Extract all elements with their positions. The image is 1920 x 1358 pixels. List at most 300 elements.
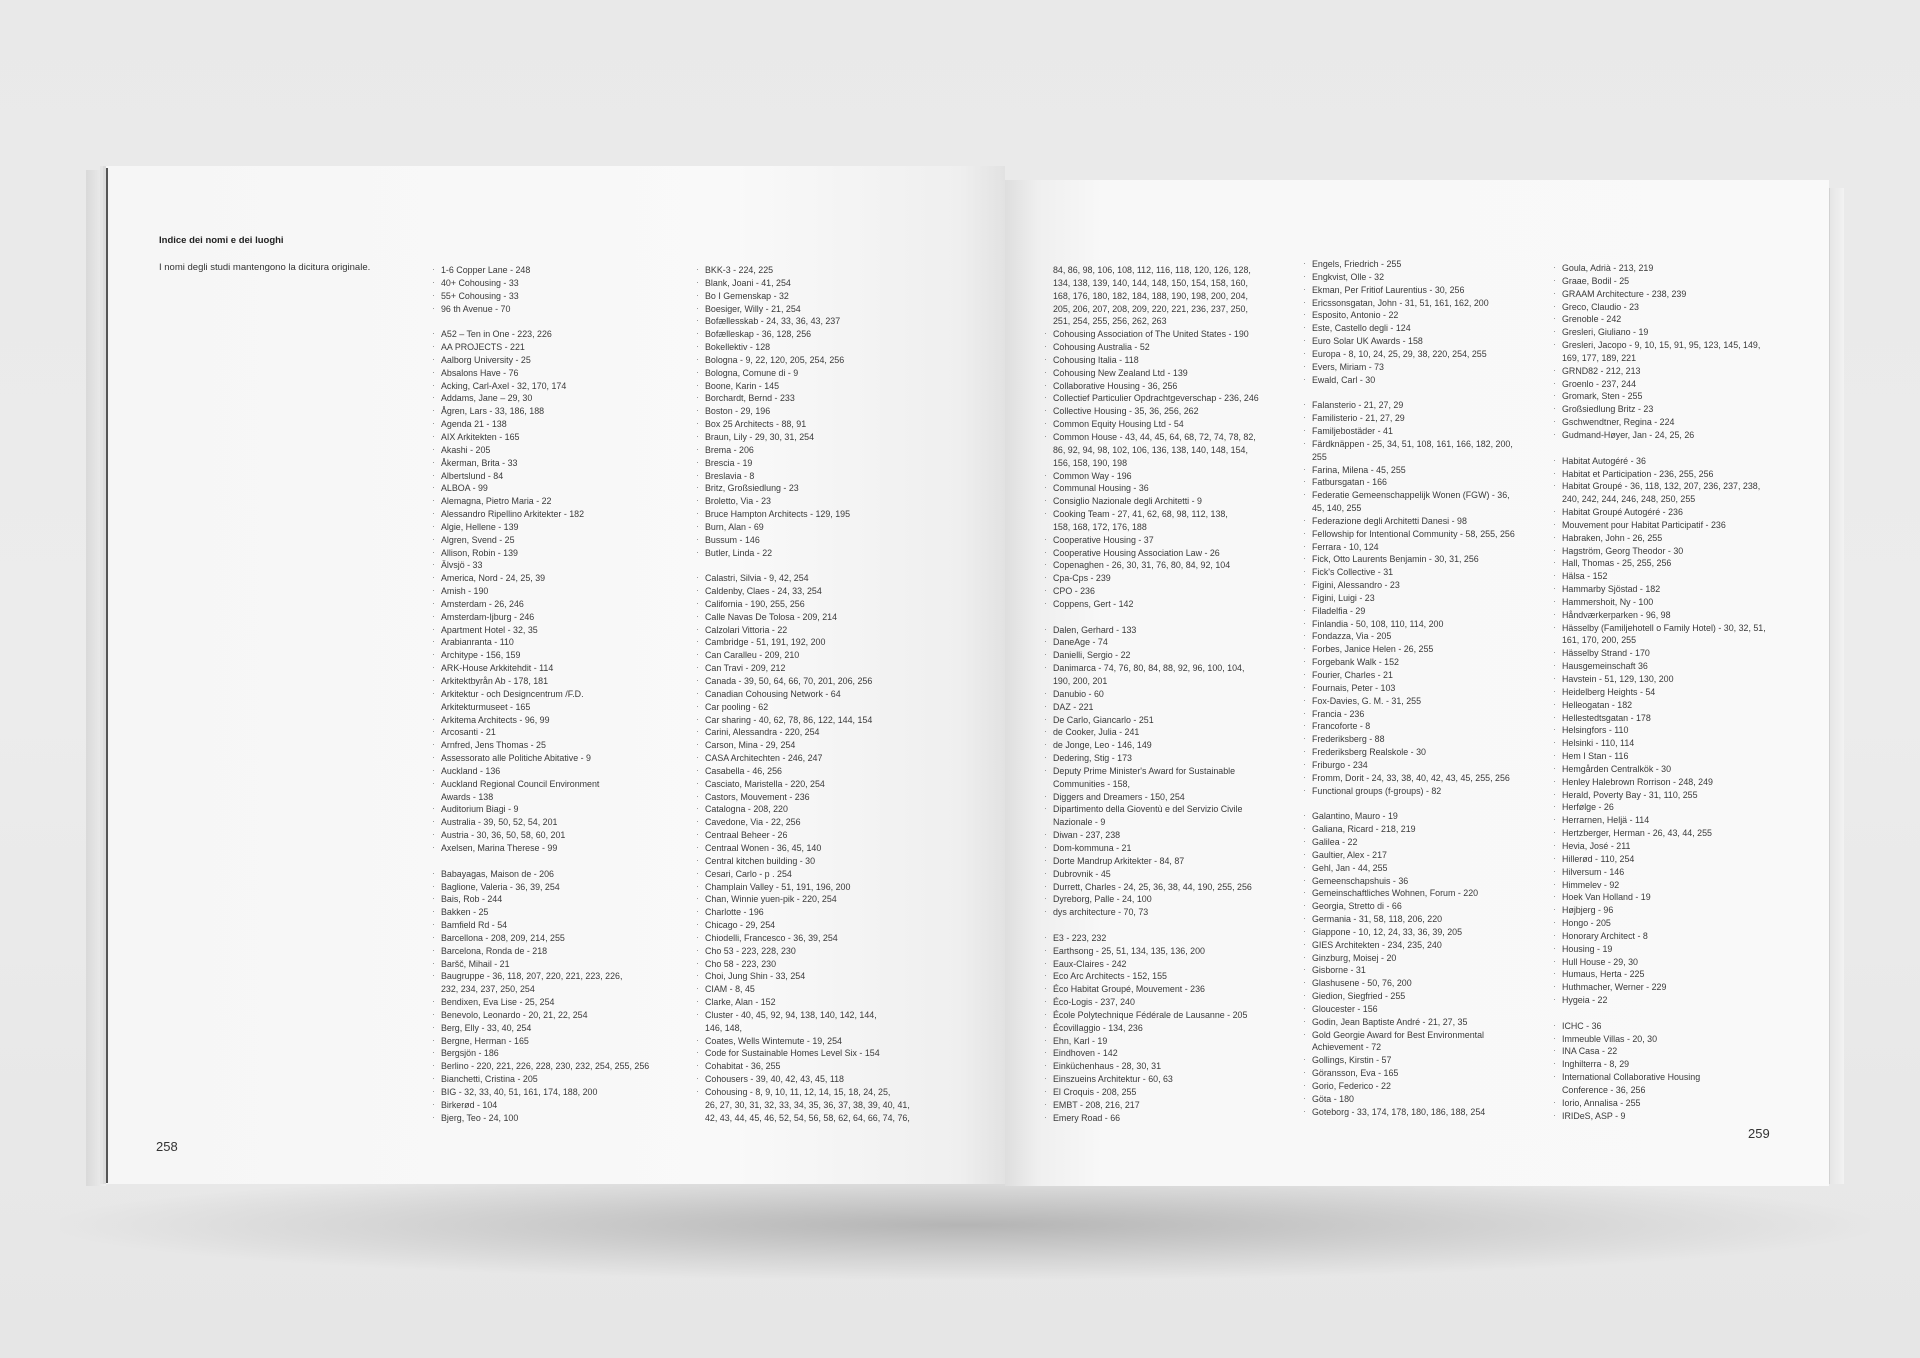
index-section-gap — [696, 559, 910, 572]
index-entry-continuation: Conference - 36, 256 — [1562, 1085, 1646, 1095]
index-entry: · Galantino, Mauro - 19 — [1303, 810, 1515, 823]
index-entry: · Coates, Wells Wintemute - 19, 254 — [696, 1035, 910, 1048]
index-entry: · Hässelby (Familjehotell o Family Hotel) - 30, 32, 51, — [1553, 622, 1766, 635]
index-entry: · Greco, Claudio - 23 — [1553, 301, 1766, 314]
index-entry: · Algren, Svend - 25 — [432, 534, 649, 547]
index-entry: · Coppens, Gert - 142 — [1044, 598, 1259, 611]
index-entry: · Habraken, John - 26, 255 — [1553, 532, 1766, 545]
index-entry: · Dubrovnik - 45 — [1044, 868, 1259, 881]
index-entry: · Goteborg - 33, 174, 178, 180, 186, 188, 254 — [1303, 1106, 1515, 1119]
index-entry: · de Jonge, Leo - 146, 149 — [1044, 739, 1259, 752]
index-entry: · Auckland - 136 — [432, 765, 649, 778]
index-entry: · Calzolari Vittoria - 22 — [696, 624, 910, 637]
index-entry: · Amsterdam-Ijburg - 246 — [432, 611, 649, 624]
index-section-gap — [432, 855, 649, 868]
index-entry: · Hull House - 29, 30 — [1553, 956, 1766, 969]
index-entry: · International Collaborative Housing — [1553, 1071, 1766, 1084]
index-entry: · Acking, Carl-Axel - 32, 170, 174 — [432, 380, 649, 393]
index-entry: · Gisborne - 31 — [1303, 964, 1515, 977]
index-entry: · Assessorato alle Politiche Abitative - 9 — [432, 752, 649, 765]
index-entry: · ALBOA - 99 — [432, 482, 649, 495]
index-entry: · Galilea - 22 — [1303, 836, 1515, 849]
index-entry: · Esposito, Antonio - 22 — [1303, 309, 1515, 322]
index-column-2 — [696, 264, 910, 1125]
index-entry: · Habitat Groupé - 36, 118, 132, 207, 236, 237, 238, — [1553, 480, 1766, 493]
index-entry: · Carini, Alessandra - 220, 254 — [696, 726, 910, 739]
left-page-stack-edge — [86, 170, 106, 1186]
index-entry: · Cohabitat - 36, 255 — [696, 1060, 910, 1073]
index-entry: · Bendixen, Eva Lise - 25, 254 — [432, 996, 649, 1009]
index-entry: · Arkitema Architects - 96, 99 — [432, 714, 649, 727]
index-entry: · AA PROJECTS - 221 — [432, 341, 649, 354]
index-entry: · Casabella - 46, 256 — [696, 765, 910, 778]
index-entry-continuation: 251, 254, 255, 256, 262, 263 — [1053, 316, 1167, 327]
index-entry: · Amsterdam - 26, 246 — [432, 598, 649, 611]
index-entry: · Bussum - 146 — [696, 534, 910, 547]
index-subtitle: I nomi degli studi mantengono la dicitura originale. — [159, 262, 371, 273]
index-entry: · Algie, Hellene - 139 — [432, 521, 649, 534]
index-entry: · Blank, Joani - 41, 254 — [696, 277, 910, 290]
index-entry: · Europa - 8, 10, 24, 25, 29, 38, 220, 254, 255 — [1303, 348, 1515, 361]
index-entry: · Central kitchen building - 30 — [696, 855, 910, 868]
index-entry: · Architype - 156, 159 — [432, 649, 649, 662]
index-entry: · Aalborg University - 25 — [432, 354, 649, 367]
index-entry: · Babayagas, Maison de - 206 — [432, 868, 649, 881]
index-entry: · Allison, Robin - 139 — [432, 547, 649, 560]
index-entry: · Boston - 29, 196 — [696, 405, 910, 418]
index-entry: · Casciato, Maristella - 220, 254 — [696, 778, 910, 791]
index-entry: · Bruce Hampton Architects - 129, 195 — [696, 508, 910, 521]
index-entry: · GIES Architekten - 234, 235, 240 — [1303, 939, 1515, 952]
index-entry: · Ericssonsgatan, John - 31, 51, 161, 162, 200 — [1303, 297, 1515, 310]
index-entry: · Arnfred, Jens Thomas - 25 — [432, 739, 649, 752]
index-entry: · Chicago - 29, 254 — [696, 919, 910, 932]
index-section-gap — [1553, 442, 1766, 455]
index-section-gap — [432, 315, 649, 328]
index-entry: · Akashi - 205 — [432, 444, 649, 457]
index-entry: · Francoforte - 8 — [1303, 720, 1515, 733]
index-section-gap — [1044, 611, 1259, 624]
index-entry: · El Croquis - 208, 255 — [1044, 1086, 1259, 1099]
index-entry: · Bergsjön - 186 — [432, 1047, 649, 1060]
index-entry: · Giappone - 10, 12, 24, 33, 36, 39, 205 — [1303, 926, 1515, 939]
index-entry: · E3 - 223, 232 — [1044, 932, 1259, 945]
book-shadow — [60, 1170, 1870, 1280]
index-entry: · Helleogatan - 182 — [1553, 699, 1766, 712]
index-entry: · Familjebostäder - 41 — [1303, 425, 1515, 438]
index-entry-continuation: Nazionale - 9 — [1053, 817, 1106, 828]
index-entry: · Centraal Beheer - 26 — [696, 829, 910, 842]
index-entry: · Auckland Regional Council Environment — [432, 778, 649, 791]
index-entry: · Gehl, Jan - 44, 255 — [1303, 862, 1515, 875]
index-entry: · Addams, Jane – 29, 30 — [432, 392, 649, 405]
index-entry: · Engels, Friedrich - 255 — [1303, 258, 1515, 271]
index-entry: · Calle Navas De Tolosa - 209, 214 — [696, 611, 910, 624]
index-entry: · Immeuble Villas - 20, 30 — [1553, 1033, 1766, 1046]
index-entry: · Gorio, Federico - 22 — [1303, 1080, 1515, 1093]
index-entry: · Baugruppe - 36, 118, 207, 220, 221, 223, 226, — [432, 970, 649, 983]
index-entry: · Cambridge - 51, 191, 192, 200 — [696, 636, 910, 649]
index-entry: · Arkitektbyrån Ab - 178, 181 — [432, 675, 649, 688]
index-entry: · Højbjerg - 96 — [1553, 904, 1766, 917]
index-entry-continuation: 205, 206, 207, 208, 209, 220, 221, 236, 237, 250, — [1053, 303, 1248, 314]
index-entry: · BKK-3 - 224, 225 — [696, 264, 910, 277]
index-entry: · Hausgemeinschaft 36 — [1553, 660, 1766, 673]
index-entry-continuation: Communities - 158, — [1053, 778, 1130, 789]
index-entry: · Cho 53 - 223, 228, 230 — [696, 945, 910, 958]
index-entry: · Federazione degli Architetti Danesi - 98 — [1303, 515, 1515, 528]
index-entry: · Cohousers - 39, 40, 42, 43, 45, 118 — [696, 1073, 910, 1086]
index-entry: · CASA Architechten - 246, 247 — [696, 752, 910, 765]
index-entry: · Germania - 31, 58, 118, 206, 220 — [1303, 913, 1515, 926]
index-entry: · Auditorium Biagi - 9 — [432, 803, 649, 816]
index-entry: · Functional groups (f-groups) - 82 — [1303, 785, 1515, 798]
index-entry: · Absalons Have - 76 — [432, 367, 649, 380]
index-entry: · Éco Habitat Groupé, Mouvement - 236 — [1044, 983, 1259, 996]
index-entry: · Broletto, Via - 23 — [696, 495, 910, 508]
index-entry: · Cohousing Australia - 52 — [1044, 341, 1259, 354]
index-entry: · Figini, Luigi - 23 — [1303, 592, 1515, 605]
index-entry: · 40+ Cohousing - 33 — [432, 277, 649, 290]
index-entry: · Danielli, Sergio - 22 — [1044, 649, 1259, 662]
index-entry: · Henley Halebrown Rorrison - 248, 249 — [1553, 776, 1766, 789]
index-entry: · Älvsjö - 33 — [432, 559, 649, 572]
index-entry: · Fellowship for Intentional Community - 58, 255, 256 — [1303, 528, 1515, 541]
index-entry: · CIAM - 8, 45 — [696, 983, 910, 996]
index-entry: · Braun, Lily - 29, 30, 31, 254 — [696, 431, 910, 444]
index-entry: · Eco Arc Architects - 152, 155 — [1044, 970, 1259, 983]
index-entry: · Bologna, Comune di - 9 — [696, 367, 910, 380]
index-entry: · 55+ Cohousing - 33 — [432, 290, 649, 303]
index-entry: · Can Travi - 209, 212 — [696, 662, 910, 675]
index-entry: · Graae, Bodil - 25 — [1553, 275, 1766, 288]
index-entry: · Dyreborg, Palle - 24, 100 — [1044, 893, 1259, 906]
index-entry: · Giedion, Siegfried - 255 — [1303, 990, 1515, 1003]
index-entry: · Baglione, Valeria - 36, 39, 254 — [432, 881, 649, 894]
index-entry: · Heidelberg Heights - 54 — [1553, 686, 1766, 699]
index-entry: · Håndværkerparken - 96, 98 — [1553, 609, 1766, 622]
index-entry: · Cohousing New Zealand Ltd - 139 — [1044, 367, 1259, 380]
index-entry: · Färdknäppen - 25, 34, 51, 108, 161, 166, 182, 200, — [1303, 438, 1515, 451]
index-entry: · Emery Road - 66 — [1044, 1112, 1259, 1125]
index-entry: · Bologna - 9, 22, 120, 205, 254, 256 — [696, 354, 910, 367]
index-entry: · Figini, Alessandro - 23 — [1303, 579, 1515, 592]
index-entry: · Hygeia - 22 — [1553, 994, 1766, 1007]
index-entry: · Dalen, Gerhard - 133 — [1044, 624, 1259, 637]
index-entry: · Dorte Mandrup Arkitekter - 84, 87 — [1044, 855, 1259, 868]
index-entry: · Hässelby Strand - 170 — [1553, 647, 1766, 660]
index-entry: · Choi, Jung Shin - 33, 254 — [696, 970, 910, 983]
index-entry-continuation: 134, 138, 139, 140, 144, 148, 150, 154, 158, 160, — [1053, 277, 1248, 288]
index-entry: · Cohousing Association of The United States - 190 — [1044, 328, 1259, 341]
index-entry-continuation: 84, 86, 98, 106, 108, 112, 116, 118, 120, 126, 128, — [1053, 265, 1251, 275]
index-entry: · Francia - 236 — [1303, 708, 1515, 721]
index-entry: · Hagström, Georg Theodor - 30 — [1553, 545, 1766, 558]
index-entry: · Earthsong - 25, 51, 134, 135, 136, 200 — [1044, 945, 1259, 958]
index-entry: · Housing - 19 — [1553, 943, 1766, 956]
index-section-gap — [1553, 1007, 1766, 1020]
index-entry: · Bianchetti, Cristina - 205 — [432, 1073, 649, 1086]
index-entry: · Barcelona, Ronda de - 218 — [432, 945, 649, 958]
index-entry: · Bamfield Rd - 54 — [432, 919, 649, 932]
index-entry: · ARK-House Arkkitehdit - 114 — [432, 662, 649, 675]
index-entry: · Albertslund - 84 — [432, 470, 649, 483]
index-entry: · Hoek Van Holland - 19 — [1553, 891, 1766, 904]
index-entry: · Fick, Otto Laurents Benjamin - 30, 31, 256 — [1303, 553, 1515, 566]
page-number-left: 258 — [156, 1139, 178, 1154]
index-entry: · Burn, Alan - 69 — [696, 521, 910, 534]
index-entry: · Éco-Logis - 237, 240 — [1044, 996, 1259, 1009]
index-entry: · Eaux-Claires - 242 — [1044, 958, 1259, 971]
left-binding-line — [106, 168, 108, 1183]
index-entry-continuation: 190, 200, 201 — [1053, 676, 1108, 686]
index-entry: · Hemgården Centralkök - 30 — [1553, 763, 1766, 776]
index-entry: · Este, Castello degli - 124 — [1303, 322, 1515, 335]
index-entry: · dys architecture - 70, 73 — [1044, 906, 1259, 919]
index-entry: · Canadian Cohousing Network - 64 — [696, 688, 910, 701]
index-entry: · Gromark, Sten - 255 — [1553, 390, 1766, 403]
index-entry: · GRAAM Architecture - 238, 239 — [1553, 288, 1766, 301]
index-entry: · Berlino - 220, 221, 226, 228, 230, 232, 254, 255, 256 — [432, 1060, 649, 1073]
index-entry: · Ekman, Per Fritiof Laurentius - 30, 256 — [1303, 284, 1515, 297]
index-entry: · EMBT - 208, 216, 217 — [1044, 1099, 1259, 1112]
index-entry: · Hem I Stan - 116 — [1553, 750, 1766, 763]
index-entry: · Glashusene - 50, 76, 200 — [1303, 977, 1515, 990]
index-entry: · Friburgo - 234 — [1303, 759, 1515, 772]
index-entry: · Hall, Thomas - 25, 255, 256 — [1553, 557, 1766, 570]
index-entry: · AIX Arkitekten - 165 — [432, 431, 649, 444]
index-entry: · Galiana, Ricard - 218, 219 — [1303, 823, 1515, 836]
index-column-4 — [1303, 258, 1515, 1119]
index-entry: · Fromm, Dorit - 24, 33, 38, 40, 42, 43, 45, 255, 256 — [1303, 772, 1515, 785]
index-entry: · Cluster - 40, 45, 92, 94, 138, 140, 142, 144, — [696, 1009, 910, 1022]
index-entry: · Hellestedtsgatan - 178 — [1553, 712, 1766, 725]
index-entry: · Castors, Mouvement - 236 — [696, 791, 910, 804]
index-entry: · Cho 58 - 223, 230 — [696, 958, 910, 971]
index-entry-continuation: 156, 158, 190, 198 — [1053, 457, 1128, 468]
index-entry-continuation: 146, 148, — [705, 1022, 743, 1033]
index-entry: · ICHC - 36 — [1553, 1020, 1766, 1033]
index-entry: · Gschwendtner, Regina - 224 — [1553, 416, 1766, 429]
index-entry: · Göransson, Eva - 165 — [1303, 1067, 1515, 1080]
index-entry: · Bokellektiv - 128 — [696, 341, 910, 354]
index-entry: · École Polytechnique Fédérale de Lausanne - 205 — [1044, 1009, 1259, 1022]
index-entry: · Einszueins Architektur - 60, 63 — [1044, 1073, 1259, 1086]
index-entry: · Deputy Prime Minister's Award for Sustainable — [1044, 765, 1259, 778]
index-entry: · Frederiksberg Realskole - 30 — [1303, 746, 1515, 759]
index-entry: · Benevolo, Leonardo - 20, 21, 22, 254 — [432, 1009, 649, 1022]
index-entry: · Göta - 180 — [1303, 1093, 1515, 1106]
index-entry: · Birkerød - 104 — [432, 1099, 649, 1112]
index-entry: · Hammershoit, Ny - 100 — [1553, 596, 1766, 609]
index-entry: · IRIDeS, ASP - 9 — [1553, 1110, 1766, 1123]
index-entry: · Dipartimento della Gioventù e del Servizio Civile — [1044, 803, 1259, 816]
index-entry: · Frederiksberg - 88 — [1303, 733, 1515, 746]
index-entry: · Chan, Winnie yuen-pik - 220, 254 — [696, 893, 910, 906]
index-entry: · Helsingfors - 110 — [1553, 724, 1766, 737]
index-entry-continuation: 240, 242, 244, 246, 248, 250, 255 — [1562, 494, 1696, 505]
index-entry: · Bjerg, Teo - 24, 100 — [432, 1112, 649, 1125]
index-entry: · Falansterio - 21, 27, 29 — [1303, 399, 1515, 412]
index-entry: · Catalogna - 208, 220 — [696, 803, 910, 816]
index-entry: · Durrett, Charles - 24, 25, 36, 38, 44, 190, 255, 256 — [1044, 881, 1259, 894]
index-entry: · Dom-kommuna - 21 — [1044, 842, 1259, 855]
index-entry: · Axelsen, Marina Therese - 99 — [432, 842, 649, 855]
index-entry: · Gudmand-Høyer, Jan - 24, 25, 26 — [1553, 429, 1766, 442]
index-entry: · Diggers and Dreamers - 150, 254 — [1044, 791, 1259, 804]
index-column-5 — [1553, 262, 1766, 1123]
index-entry: · Herald, Poverty Bay - 31, 110, 255 — [1553, 789, 1766, 802]
index-entry: · Collectief Particulier Opdrachtgeverschap - 236, 246 — [1044, 392, 1259, 405]
index-entry: · Arkitektur - och Designcentrum /F.D. — [432, 688, 649, 701]
index-section-gap — [1303, 386, 1515, 399]
index-entry: · 1-6 Copper Lane - 248 — [432, 264, 649, 277]
index-entry: · Hilversum - 146 — [1553, 866, 1766, 879]
index-entry: · Ewald, Carl - 30 — [1303, 374, 1515, 387]
index-entry-continuation: 169, 177, 189, 221 — [1562, 352, 1637, 363]
index-entry-continuation: 232, 234, 237, 250, 254 — [441, 984, 535, 995]
index-entry: · Copenaghen - 26, 30, 31, 76, 80, 84, 92, 104 — [1044, 559, 1259, 572]
index-entry: · Hälsa - 152 — [1553, 570, 1766, 583]
index-entry: · INA Casa - 22 — [1553, 1045, 1766, 1058]
index-entry: · Hammarby Sjöstad - 182 — [1553, 583, 1766, 596]
index-entry: · CPO - 236 — [1044, 585, 1259, 598]
index-entry: · Clarke, Alan - 152 — [696, 996, 910, 1009]
index-entry: · DAZ - 221 — [1044, 701, 1259, 714]
index-entry: · Collaborative Housing - 36, 256 — [1044, 380, 1259, 393]
index-entry: · Gresleri, Jacopo - 9, 10, 15, 91, 95, 123, 145, 149, — [1553, 339, 1766, 352]
index-entry-continuation: Awards - 138 — [441, 791, 494, 802]
index-entry: · Common Equity Housing Ltd - 54 — [1044, 418, 1259, 431]
index-entry-continuation: 26, 27, 30, 31, 32, 33, 34, 35, 36, 37, 38, 39, 40, 41, — [705, 1099, 910, 1110]
index-entry: · Ginzburg, Moisej - 20 — [1303, 952, 1515, 965]
index-entry: · Apartment Hotel - 32, 35 — [432, 624, 649, 637]
index-entry: · Agenda 21 - 138 — [432, 418, 649, 431]
index-entry: · Groenlo - 237, 244 — [1553, 378, 1766, 391]
index-entry: · Großsiedlung Britz - 23 — [1553, 403, 1766, 416]
index-entry: · Gold Georgie Award for Best Environmental — [1303, 1029, 1515, 1042]
index-entry: · Champlain Valley - 51, 191, 196, 200 — [696, 881, 910, 894]
index-entry: · Cohousing Italia - 118 — [1044, 354, 1259, 367]
index-entry: · Ågren, Lars - 33, 186, 188 — [432, 405, 649, 418]
index-entry: · BIG - 32, 33, 40, 51, 161, 174, 188, 200 — [432, 1086, 649, 1099]
index-entry: · Familisterio - 21, 27, 29 — [1303, 412, 1515, 425]
index-entry: · Consiglio Nazionale degli Architetti - 9 — [1044, 495, 1259, 508]
index-entry: · Himmelev - 92 — [1553, 879, 1766, 892]
index-entry: · Gollings, Kirstin - 57 — [1303, 1054, 1515, 1067]
index-entry: · De Carlo, Giancarlo - 251 — [1044, 714, 1259, 727]
right-page-stack-edge — [1829, 188, 1844, 1184]
index-entry: · Iorio, Annalisa - 255 — [1553, 1097, 1766, 1110]
index-entry: · Arcosanti - 21 — [432, 726, 649, 739]
index-entry: · Herfølge - 26 — [1553, 801, 1766, 814]
index-entry: · Gemeinschaftliches Wohnen, Forum - 220 — [1303, 887, 1515, 900]
index-entry: · Havstein - 51, 129, 130, 200 — [1553, 673, 1766, 686]
index-entry: · Finlandia - 50, 108, 110, 114, 200 — [1303, 618, 1515, 631]
index-entry: · Herrarnen, Heljä - 114 — [1553, 814, 1766, 827]
index-entry: · Bofællesskab - 24, 33, 36, 43, 237 — [696, 315, 910, 328]
index-entry: · Car sharing - 40, 62, 78, 86, 122, 144, 154 — [696, 714, 910, 727]
index-entry: · Hevia, José - 211 — [1553, 840, 1766, 853]
index-entry: · Fourier, Charles - 21 — [1303, 669, 1515, 682]
index-entry: · Mouvement pour Habitat Participatif - 236 — [1553, 519, 1766, 532]
index-entry: · Fatbursgatan - 166 — [1303, 476, 1515, 489]
index-entry: · Écovillaggio - 134, 236 — [1044, 1022, 1259, 1035]
index-entry: · Bofælleskap - 36, 128, 256 — [696, 328, 910, 341]
index-section-gap — [1303, 797, 1515, 810]
index-entry: · Bais, Rob - 244 — [432, 893, 649, 906]
index-entry: · Einküchenhaus - 28, 30, 31 — [1044, 1060, 1259, 1073]
index-entry: · Bergne, Herman - 165 — [432, 1035, 649, 1048]
index-entry-continuation: 161, 170, 200, 255 — [1562, 635, 1637, 646]
index-entry: · Forbes, Janice Helen - 26, 255 — [1303, 643, 1515, 656]
index-entry: · GRND82 - 212, 213 — [1553, 365, 1766, 378]
index-entry: · Gresleri, Giuliano - 19 — [1553, 326, 1766, 339]
index-entry: · Dedering, Stig - 173 — [1044, 752, 1259, 765]
index-entry: · de Cooker, Julia - 241 — [1044, 726, 1259, 739]
index-entry: · Hillerød - 110, 254 — [1553, 853, 1766, 866]
index-entry: · Habitat Groupé Autogéré - 236 — [1553, 506, 1766, 519]
index-entry: · Farina, Milena - 45, 255 — [1303, 464, 1515, 477]
index-entry: · Austria - 30, 36, 50, 58, 60, 201 — [432, 829, 649, 842]
index-entry: · Fick's Collective - 31 — [1303, 566, 1515, 579]
index-entry: · Berg, Elly - 33, 40, 254 — [432, 1022, 649, 1035]
index-entry: · Car pooling - 62 — [696, 701, 910, 714]
index-entry: · Boesiger, Willy - 21, 254 — [696, 303, 910, 316]
index-entry: · Huthmacher, Werner - 229 — [1553, 981, 1766, 994]
index-entry-continuation: 45, 140, 255 — [1312, 503, 1362, 514]
index-entry: · Caldenby, Claes - 24, 33, 254 — [696, 585, 910, 598]
index-column-3 — [1044, 264, 1259, 1125]
index-entry: · Georgia, Stretto di - 66 — [1303, 900, 1515, 913]
index-entry: · Engkvist, Olle - 32 — [1303, 271, 1515, 284]
index-entry: · Helsinki - 110, 114 — [1553, 737, 1766, 750]
index-entry: · Filadelfia - 29 — [1303, 605, 1515, 618]
index-entry: · Box 25 Architects - 88, 91 — [696, 418, 910, 431]
index-entry: · Butler, Linda - 22 — [696, 547, 910, 560]
index-entry: · Ehn, Karl - 19 — [1044, 1035, 1259, 1048]
index-entry: · Centraal Wonen - 36, 45, 140 — [696, 842, 910, 855]
index-entry: · Godin, Jean Baptiste André - 21, 27, 35 — [1303, 1016, 1515, 1029]
index-section-gap — [1044, 919, 1259, 932]
index-entry: · Collective Housing - 35, 36, 256, 262 — [1044, 405, 1259, 418]
index-entry: · Australia - 39, 50, 52, 54, 201 — [432, 816, 649, 829]
index-entry: · Bo I Gemenskap - 32 — [696, 290, 910, 303]
index-entry: · Goula, Adrià - 213, 219 — [1553, 262, 1766, 275]
index-entry: · Gemeenschapshuis - 36 — [1303, 875, 1515, 888]
index-entry: · DaneAge - 74 — [1044, 636, 1259, 649]
index-entry: · Code for Sustainable Homes Level Six - 154 — [696, 1047, 910, 1060]
index-entry: · Evers, Miriam - 73 — [1303, 361, 1515, 374]
index-entry: · Hongo - 205 — [1553, 917, 1766, 930]
index-entry: · Habitat et Participation - 236, 255, 256 — [1553, 468, 1766, 481]
index-entry: · Gaultier, Alex - 217 — [1303, 849, 1515, 862]
index-entry: · Bakken - 25 — [432, 906, 649, 919]
index-entry: · Cavedone, Via - 22, 256 — [696, 816, 910, 829]
index-entry: · Honorary Architect - 8 — [1553, 930, 1766, 943]
index-entry: · Borchardt, Bernd - 233 — [696, 392, 910, 405]
index-entry-continuation: 255 — [1312, 451, 1327, 462]
index-entry: · Cooperative Housing - 37 — [1044, 534, 1259, 547]
index-entry: · Hertzberger, Herman - 26, 43, 44, 255 — [1553, 827, 1766, 840]
index-entry: · Danubio - 60 — [1044, 688, 1259, 701]
index-entry: · Alessandro Ripellino Arkitekter - 182 — [432, 508, 649, 521]
index-entry: · Habitat Autogéré - 36 — [1553, 455, 1766, 468]
index-entry: · Cohousing - 8, 9, 10, 11, 12, 14, 15, 18, 24, 25, — [696, 1086, 910, 1099]
index-entry: · Chiodelli, Francesco - 36, 39, 254 — [696, 932, 910, 945]
index-entry-continuation: 168, 176, 180, 182, 184, 188, 190, 198, 200, 204, — [1053, 290, 1248, 301]
index-entry: · Communal Housing - 36 — [1044, 482, 1259, 495]
